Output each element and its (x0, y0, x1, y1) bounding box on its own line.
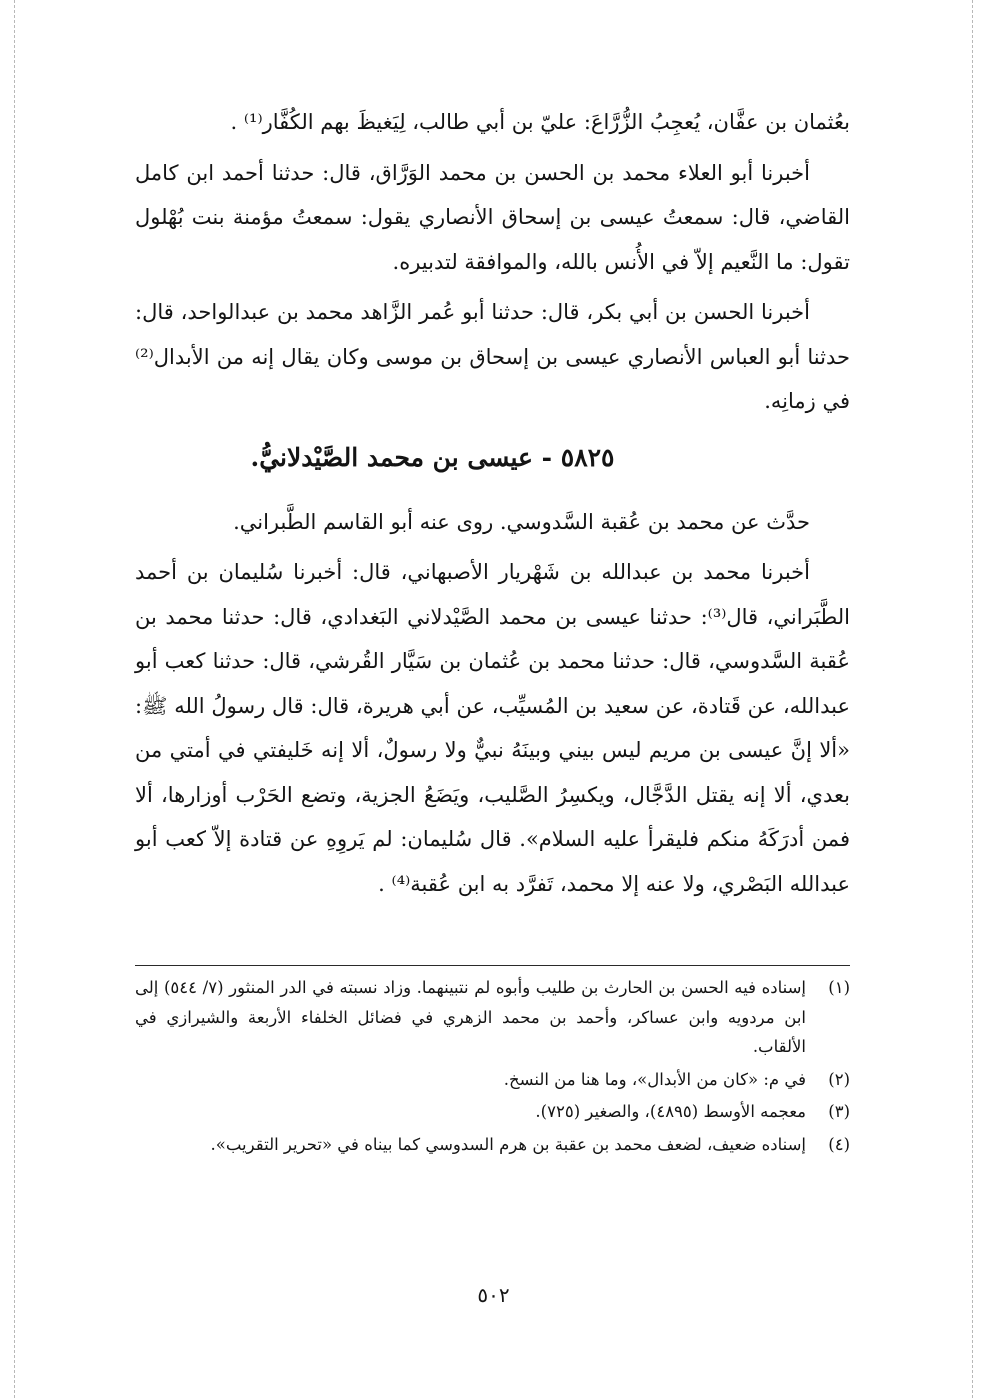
paragraph: بعُثمان بن عفَّان، يُعجِبُ الزُّرَّاعَ: عليّ بن أبي طالب، لِيَغيظَ بهم الكُفَّار⁽¹⁾ . (230, 110, 850, 134)
scan-margin-line (14, 0, 15, 1398)
paragraph: أخبرنا الحسن بن أبي بكر، قال: حدثنا أبو عُمر الزَّاهد محمد بن عبدالواحد، قال: حدثنا أبو العباس الأنصاري عيسى بن إسحاق بن موسى وكان يقال إنه من الأبدال⁽²⁾ في زمانِه. (135, 300, 850, 413)
footnote-separator (135, 965, 850, 966)
paragraph: حدَّث عن محمد بن عُقبة السَّدوسي. روى عنه أبو القاسم الطَّبراني. (233, 509, 810, 534)
footnote (135, 1097, 850, 1127)
footnote (135, 1065, 850, 1095)
entry-heading: ٥٨٢٥ - عيسى بن محمد الصَّيْدلانيُّ. (250, 442, 615, 472)
footnote-text: في م: «كان من الأبدال»، وما هنا من النسخ. (503, 1069, 806, 1089)
footnote (135, 1130, 850, 1160)
footnote-number: (٤) (828, 1134, 850, 1154)
footnote-number: (٢) (828, 1069, 850, 1089)
footnote-text: إسناده ضعيف، لضعف محمد بن عقبة بن هرم السدوسي كما بيناه في «تحرير التقريب». (210, 1134, 806, 1154)
page-number: ٥٠٢ (477, 1283, 510, 1307)
main-text (135, 100, 850, 912)
scan-margin-line (972, 0, 973, 1398)
footnote (135, 973, 850, 1062)
footnote-text: إسناده فيه الحسن بن الحارث بن طليب وأبوه لم نتبينهما. وزاد نسبته في الدر المنثور (٧/ ٥٤٤) إلى ابن مردويه وابن عساكر، وأحمد بن محمد الزهري في فضائل الخلفاء الأربعة والشيرازي في الألقاب. (135, 978, 807, 1056)
footnote-text: معجمه الأوسط (٤٨٩٥)، والصغير (٧٢٥). (535, 1102, 806, 1121)
footnote-number: (١) (828, 978, 850, 997)
paragraph: أخبرنا أبو العلاء محمد بن الحسن بن محمد الوَرَّاق، قال: حدثنا أحمد ابن كامل القاضي، قال: سمعتُ عيسى بن إسحاق الأنصاري يقول: سمعتُ مؤمنة بنت بُهْلول تقول: ما النَّعيم إلاّ في الأُنس بالله، والموافقة لتدبيره. (135, 160, 850, 274)
footnote-number: (٣) (828, 1102, 850, 1121)
footnotes (135, 973, 850, 1162)
paragraph: أخبرنا محمد بن عبدالله بن شَهْريار الأصبهاني، قال: أخبرنا سُليمان بن أحمد الطَّبَراني، قال⁽³⁾: حدثنا عيسى بن محمد الصَّيْدلاني البَغدادي، قال: حدثنا محمد بن عُقبة السَّدوسي، قال: حدثنا محمد بن عُثمان بن سَيَّار القُرشي، قال: حدثنا كعب أبو عبدالله، عن قَتادة، عن سعيد بن المُسيِّب، عن أبي هريرة، قال: قال رسولُ الله ﷺ: «ألا إنَّ عيسى بن مريم ليس بيني وبينَهُ نبيٌّ ولا رسولٌ، ألا إنه خَليفتي في أمتي من بعدي، ألا إنه يقتل الدَّجَّال، ويكسِرُ الصَّليب، ويَضَعُ الجزية، وتضع الحَرْب أوزارها، ألا فمن أدرَكَهُ منكم فليقرأ عليه السلام». قال سُليمان: لم يَروِهِ عن قتادة إلاّ كعب أبو عبدالله البَصْري، ولا عنه إلا محمد، تَفرَّد به ابن عُقبة⁽⁴⁾ . (135, 560, 850, 896)
